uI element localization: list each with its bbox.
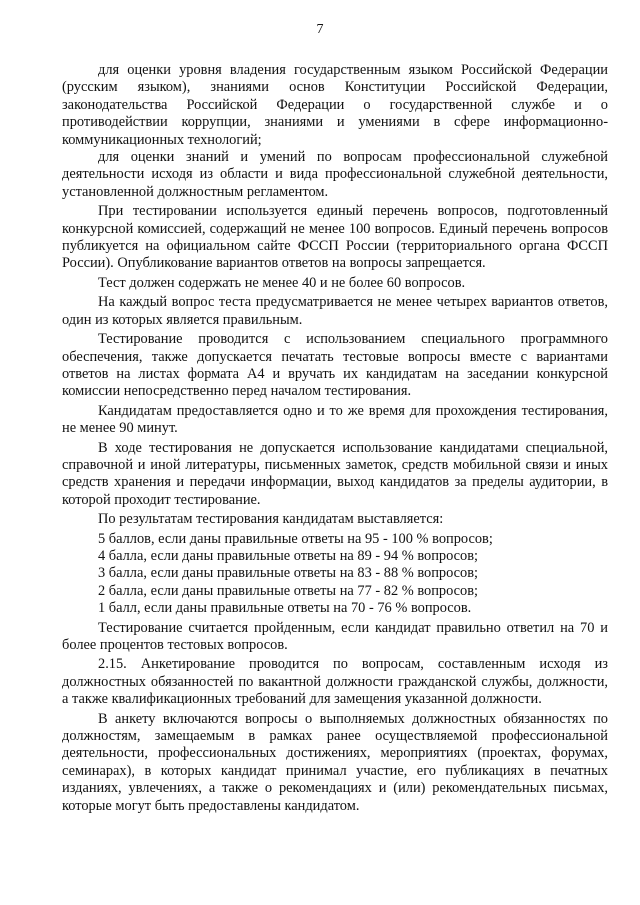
paragraph: Тестирование проводится с использованием специального программного обеспечения, также допускается печатать тестовые вопросы вместе с вариантами ответов на листах формата А4 и вручать их кандидатам на заседании конкурсной комиссии непосредственно перед началом тестирования. — [62, 331, 608, 400]
paragraph: Тестирование считается пройденным, если кандидат правильно ответил на 70 и более процентов тестовых вопросов. — [62, 619, 608, 653]
paragraph: для оценки уровня владения государственным языком Российской Федерации (русским языком), знаниями основ Конституции Российской Федерации, законодательства Российской Федерации о государственной службе и о противодействии коррупции, знаниями и умениями в сфере информационно-коммуникационных технологий; — [62, 62, 608, 148]
paragraph: для оценки знаний и умений по вопросам профессиональной служебной деятельности исходя из области и вида профессиональной служебной деятельности, установленной должностным регламентом. — [62, 149, 608, 200]
score-item: 4 балла, если даны правильные ответы на 89 - 94 % вопросов; — [98, 547, 479, 564]
score-item: 5 баллов, если даны правильные ответы на 95 - 100 % вопросов; — [98, 530, 493, 547]
scores-intro: По результатам тестирования кандидатам выставляется: — [98, 511, 444, 528]
score-item: 3 балла, если даны правильные ответы на 83 - 88 % вопросов; — [98, 565, 479, 582]
paragraph: На каждый вопрос теста предусматривается не менее четырех вариантов ответов, один из которых является правильным. — [62, 294, 608, 328]
paragraph: Тест должен содержать не менее 40 и не более 60 вопросов. — [98, 274, 466, 291]
paragraph: В анкету включаются вопросы о выполняемых должностных обязанностях по должностям, замещаемым в рамках ранее осуществляемой профессиональной деятельности, профессиональных достижениях, мероприятиях (проектах, форумах, семинарах), в которых кандидат принимал участие, его публикациях в печатных изданиях, увлечениях, а также о рекомендациях и (или) рекомендательных письмах, которые могут быть предоставлены кандидатом. — [62, 710, 608, 814]
paragraph: При тестировании используется единый перечень вопросов, подготовленный конкурсной комиссией, содержащий не менее 100 вопросов. Единый перечень вопросов публикуется на официальном сайте ФССП России (территориального органа ФССП России). Опубликование вариантов ответов на вопросы запрещается. — [62, 203, 608, 272]
section-2-15-paragraph: 2.15. Анкетирование проводится по вопросам, составленным исходя из должностных обязанностей по вакантной должности гражданской службы, должности, а также квалификационных требований для замещения указанной должности. — [62, 656, 608, 708]
document-body — [62, 62, 608, 817]
score-item: 2 балла, если даны правильные ответы на 77 - 82 % вопросов; — [98, 582, 479, 599]
page-number: 7 — [316, 22, 324, 37]
paragraph: Кандидатам предоставляется одно и то же время для прохождения тестирования, не менее 90 минут. — [62, 402, 608, 437]
paragraph: В ходе тестирования не допускается использование кандидатами специальной, справочной и иной литературы, письменных заметок, средств мобильной связи и иных средств хранения и передачи информации, выход кандидатов за пределы аудитории, в которой проходит тестирование. — [62, 439, 608, 508]
score-item: 1 балл, если даны правильные ответы на 70 - 76 % вопросов. — [98, 600, 472, 617]
